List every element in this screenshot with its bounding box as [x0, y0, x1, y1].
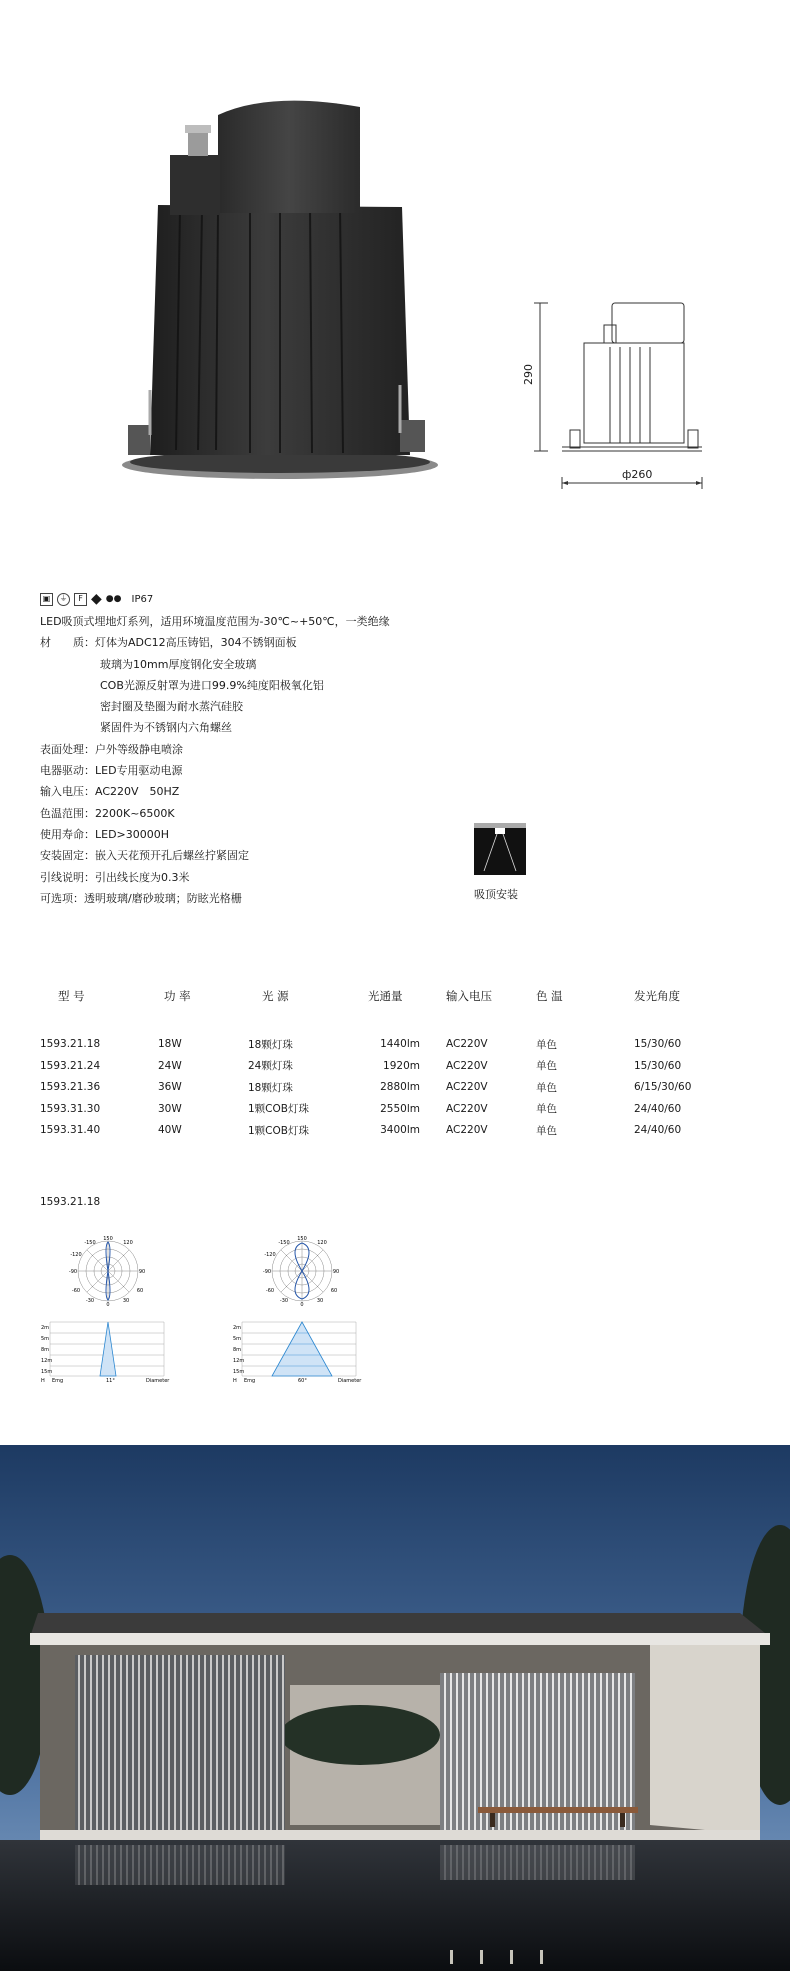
- cell-model: 1593.21.36: [40, 1081, 101, 1094]
- cell-voltage: AC220V: [446, 1081, 488, 1094]
- cell-angle: 24/40/60: [634, 1124, 682, 1137]
- model-table: [40, 980, 714, 1141]
- polar-tick: 120: [317, 1240, 327, 1246]
- spec-material-line: 紧固件为不锈钢内六角螺丝: [100, 721, 232, 735]
- cone-row-label: 8m: [233, 1347, 242, 1353]
- cell-voltage: AC220V: [446, 1102, 488, 1115]
- cone-row-label: 8m: [41, 1347, 50, 1353]
- cell-angle: 15/30/60: [634, 1038, 682, 1051]
- cell-cct: 单色: [536, 1081, 557, 1094]
- cell-source: 1颗COB灯珠: [248, 1103, 309, 1116]
- cell-source: 18颗灯珠: [248, 1081, 293, 1094]
- spec-surface: 表面处理：户外等级静电喷涂: [40, 742, 183, 756]
- cell-model: 1593.31.40: [40, 1124, 101, 1137]
- cell-angle: 24/40/60: [634, 1102, 682, 1115]
- cell-power: 40W: [158, 1124, 182, 1137]
- cell-power: 30W: [158, 1102, 182, 1115]
- cell-source: 1颗COB灯珠: [248, 1124, 309, 1137]
- header-voltage: 输入电压: [446, 989, 492, 1003]
- table-row: [40, 1034, 714, 1056]
- polar-tick: -30: [85, 1298, 95, 1304]
- header-cct: 色 温: [536, 989, 563, 1003]
- polar-tick: -150: [278, 1240, 290, 1246]
- cone-row-label: 2m: [233, 1325, 242, 1331]
- cone-row-label: 12m: [41, 1358, 53, 1364]
- cell-voltage: AC220V: [446, 1124, 488, 1137]
- cone-axis-label: Emg: [52, 1378, 64, 1384]
- table-row: [40, 1055, 714, 1077]
- spec-material-line: 密封圈及垫圈为耐水蒸汽硅胶: [100, 700, 243, 714]
- cone-diagram-narrow: [40, 1318, 170, 1384]
- cone-axis-label: H: [233, 1378, 237, 1384]
- polar-tick: 150: [297, 1236, 307, 1242]
- ceiling-install-icon: [474, 823, 526, 875]
- polar-tick: -150: [84, 1240, 96, 1246]
- cone-beam-label: 11°: [106, 1378, 115, 1384]
- cell-flux: 1440lm: [380, 1038, 420, 1051]
- cell-voltage: AC220V: [446, 1038, 488, 1051]
- spec-material-line: COB光源反射罩为进口99.9%纯度阳极氧化铝: [100, 678, 324, 692]
- header-angle: 发光角度: [634, 989, 680, 1003]
- cone-beam-label: 60°: [298, 1378, 307, 1384]
- cell-model: 1593.21.18: [40, 1038, 101, 1051]
- spec-installation: 安装固定：嵌入天花预开孔后螺丝拧紧固定: [40, 849, 249, 863]
- table-row: [40, 1120, 714, 1142]
- spec-options: 可选项：透明玻璃/磨砂玻璃；防眩光格栅: [40, 891, 242, 905]
- cell-power: 24W: [158, 1059, 182, 1072]
- class-ii-icon: ▣: [40, 593, 53, 606]
- header-flux: 光通量: [368, 989, 403, 1003]
- cell-model: 1593.31.30: [40, 1102, 101, 1115]
- header-power: 功 率: [164, 989, 191, 1003]
- cell-voltage: AC220V: [446, 1059, 488, 1072]
- drops-icon: ●●: [105, 594, 122, 604]
- polar-tick: -120: [264, 1252, 276, 1258]
- cell-flux: 1920m: [383, 1059, 420, 1072]
- cone-axis-label: H: [41, 1378, 45, 1384]
- polar-tick: -60: [265, 1288, 275, 1294]
- dimension-drawing: [520, 295, 720, 495]
- spec-material-label: 材 质：: [40, 636, 95, 650]
- cell-power: 18W: [158, 1038, 182, 1051]
- header-source: 光 源: [262, 989, 289, 1003]
- spec-lead-wire: 引线说明：引出线长度为0.3米: [40, 870, 190, 884]
- cone-row-label: 15m: [233, 1369, 245, 1375]
- spec-intro: LED吸顶式埋地灯系列，适用环境温度范围为-30℃~+50℃，一类绝缘: [40, 615, 390, 628]
- diamond-icon: ◆: [91, 591, 102, 607]
- table-row: [40, 1098, 714, 1120]
- spec-material-row: [40, 632, 390, 653]
- cone-axis-label: Diameter: [146, 1378, 170, 1384]
- spec-voltage: 输入电压：AC220V 50HZ: [40, 785, 180, 799]
- polar-tick: 30: [316, 1298, 324, 1304]
- spec-material-line: 灯体为ADC12高压铸铝，304不锈钢面板: [95, 636, 297, 650]
- polar-tick: 0: [106, 1302, 110, 1306]
- polar-diagram-narrow: [68, 1236, 148, 1306]
- cone-axis-label: Diameter: [338, 1378, 362, 1384]
- spec-cct: 色温范围：2200K~6500K: [40, 806, 175, 820]
- cell-angle: 15/30/60: [634, 1059, 682, 1072]
- polar-tick: -30: [279, 1298, 289, 1304]
- install-label: 吸顶安装: [474, 888, 518, 901]
- spec-material-line: 玻璃为10mm厚度钢化安全玻璃: [100, 657, 257, 671]
- table-row: [40, 1077, 714, 1099]
- photometric-model-label: 1593.21.18: [40, 1196, 101, 1208]
- cell-cct: 单色: [536, 1124, 557, 1137]
- polar-tick: 120: [123, 1240, 133, 1246]
- cone-diagram-wide: [232, 1318, 362, 1384]
- polar-tick: 60: [136, 1288, 144, 1294]
- certification-row: [40, 591, 153, 607]
- f-mark-icon: F: [74, 593, 87, 606]
- cell-flux: 2880lm: [380, 1081, 420, 1094]
- cell-flux: 2550lm: [380, 1102, 420, 1115]
- polar-tick: 90: [138, 1269, 146, 1275]
- diameter-dimension-label: ф260: [622, 468, 653, 481]
- cell-flux: 3400lm: [380, 1124, 420, 1137]
- cell-cct: 单色: [536, 1103, 557, 1116]
- polar-tick: -60: [71, 1288, 81, 1294]
- polar-tick: 0: [300, 1302, 304, 1306]
- polar-tick: 60: [330, 1288, 338, 1294]
- cone-row-label: 15m: [41, 1369, 53, 1375]
- earth-icon: ⏚: [57, 593, 70, 606]
- cone-axis-label: Emg: [244, 1378, 256, 1384]
- polar-tick: 150: [103, 1236, 113, 1242]
- cell-model: 1593.21.24: [40, 1059, 101, 1072]
- application-photo: [0, 1445, 790, 1971]
- table-header-row: [40, 980, 714, 1012]
- cone-row-label: 5m: [233, 1336, 242, 1342]
- polar-diagram-wide: [262, 1236, 342, 1306]
- polar-tick: -90: [262, 1269, 272, 1275]
- polar-tick: 90: [332, 1269, 340, 1275]
- height-dimension-label: 290: [522, 364, 535, 385]
- cell-cct: 单色: [536, 1060, 557, 1073]
- header-model: 型 号: [58, 989, 85, 1003]
- cell-source: 18颗灯珠: [248, 1038, 293, 1051]
- spec-driver: 电器驱动：LED专用驱动电源: [40, 764, 183, 778]
- cell-power: 36W: [158, 1081, 182, 1094]
- cell-source: 24颗灯珠: [248, 1060, 293, 1073]
- spec-lifetime: 使用寿命：LED>30000H: [40, 827, 170, 841]
- cell-angle: 6/15/30/60: [634, 1081, 692, 1094]
- ip-rating: IP67: [131, 593, 154, 605]
- cone-row-label: 5m: [41, 1336, 50, 1342]
- polar-tick: 30: [122, 1298, 130, 1304]
- cell-cct: 单色: [536, 1038, 557, 1051]
- cone-row-label: 2m: [41, 1325, 50, 1331]
- polar-tick: -90: [68, 1269, 78, 1275]
- polar-tick: -120: [70, 1252, 82, 1258]
- spec-block: [40, 611, 390, 909]
- product-photo: [110, 95, 450, 485]
- cone-row-label: 12m: [233, 1358, 245, 1364]
